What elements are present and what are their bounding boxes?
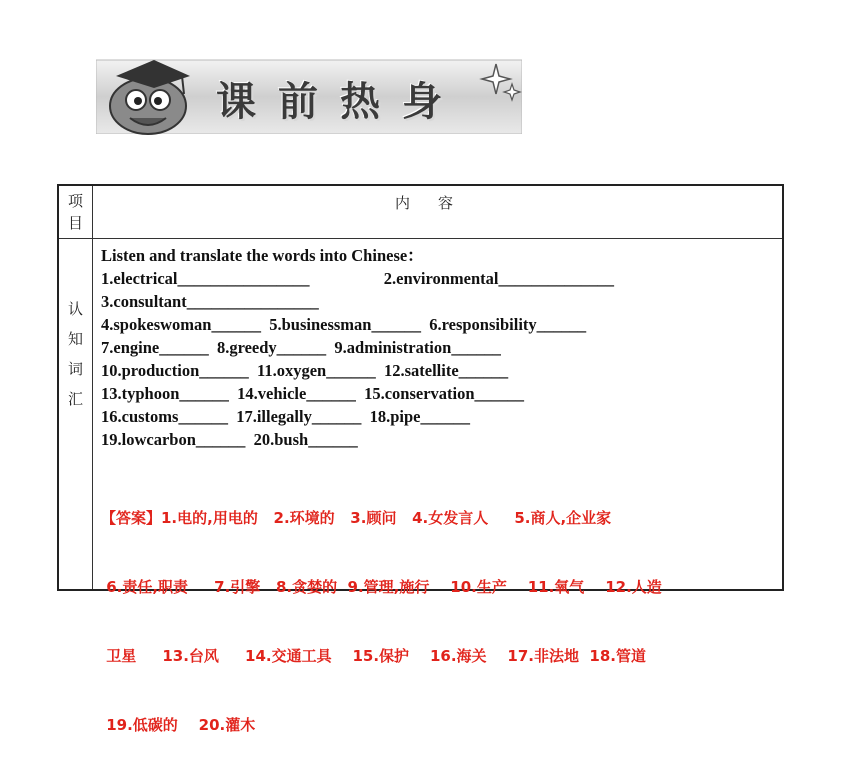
header-content-cell: 内容 xyxy=(394,194,481,212)
answer-line: 【答案】1.电的,用电的 2.环境的 3.顾问 4.女发言人 5.商人,企业家 xyxy=(101,509,612,527)
word-line: 19.lowcarbon______ 20.bush______ xyxy=(101,430,358,449)
banner-title xyxy=(216,70,442,127)
mascot-icon xyxy=(98,54,198,138)
word-line: 13.typhoon______ 14.vehicle______ 15.conservation______ xyxy=(101,384,525,403)
row-label-char-3: 词 xyxy=(67,360,83,378)
answer-line: 卫星 13.台风 14.交通工具 15.保护 16.海关 17.非法地 18.管道 xyxy=(101,647,646,665)
answer-line: 19.低碳的 20.灌木 xyxy=(101,716,256,734)
answer-line: 6.责任,职责 7.引擎 8.贪婪的 9.管理,施行 10.生产 11.氧气 12.人造 xyxy=(101,578,662,596)
banner-char-3: 热 xyxy=(340,79,380,125)
row-label-cell xyxy=(59,294,92,414)
word-line: 3.consultant________________ xyxy=(101,292,319,311)
header-item-cell xyxy=(59,190,92,234)
sparkle-icon xyxy=(476,60,526,110)
instruction-line: Listen and translate the words into Chinese： xyxy=(101,246,424,265)
word-line: 4.spokeswoman______ 5.businessman______ 6.responsibility______ xyxy=(101,315,587,334)
banner-char-4: 身 xyxy=(402,79,442,125)
word-line: 1.electrical________________ 2.environmental______________ xyxy=(101,269,614,288)
header-item-char-2: 目 xyxy=(67,214,83,232)
word-line: 7.engine______ 8.greedy______ 9.administration______ xyxy=(101,338,501,357)
row-label-char-1: 认 xyxy=(67,300,83,318)
word-line: 10.production______ 11.oxygen______ 12.satellite______ xyxy=(101,361,509,380)
word-line: 16.customs______ 17.illegally______ 18.pipe______ xyxy=(101,407,470,426)
vocab-table xyxy=(57,184,784,734)
banner-char-2: 前 xyxy=(278,79,318,125)
header-item-char-1: 项 xyxy=(67,192,83,210)
section-banner xyxy=(96,58,522,134)
content-cell xyxy=(101,244,777,783)
row-label-char-2: 知 xyxy=(67,330,83,348)
row-label-char-4: 汇 xyxy=(67,390,83,408)
column-divider xyxy=(92,186,93,589)
banner-char-1: 课 xyxy=(216,79,256,125)
header-divider xyxy=(59,238,782,239)
answer-block xyxy=(101,461,777,783)
